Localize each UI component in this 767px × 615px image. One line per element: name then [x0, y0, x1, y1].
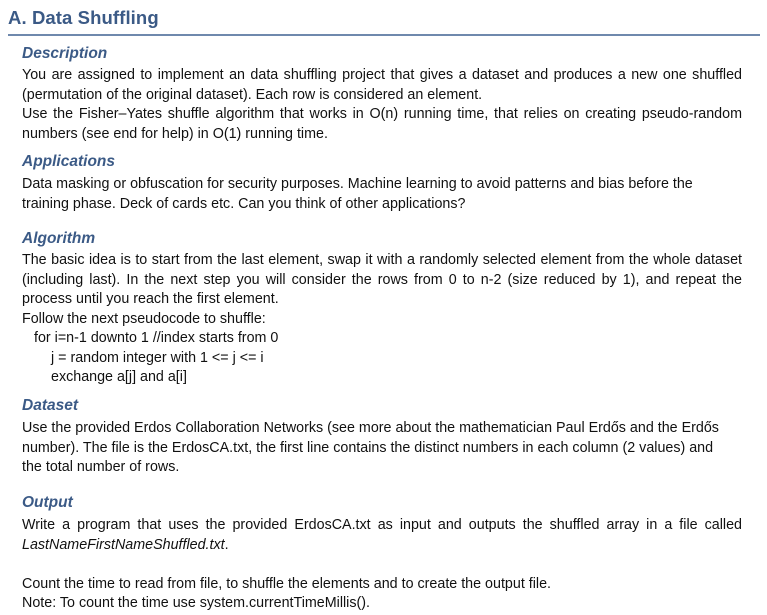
algorithm-paragraph: The basic idea is to start from the last element, swap it with a randomly selected element from the whole dataset (including last). In the next step you will consider the rows from 0 to n-2 (size reduced by 1), and repeat the process until you reach the first element.	[22, 252, 742, 307]
description-paragraph-2: Use the Fisher–Yates shuffle algorithm that works in O(n) running time, that relies on creating pseudo-random numbers (see end for help) in O(1) running time.	[22, 106, 742, 142]
output-section	[22, 516, 742, 614]
algorithm-section	[22, 251, 742, 388]
algorithm-heading: Algorithm	[22, 230, 96, 247]
pseudocode-block	[22, 329, 742, 388]
description-paragraph-1: You are assigned to implement an data shuffling project that gives a dataset and produces a new one shuffled (permutation of the original dataset). Each row is considered an element.	[22, 67, 742, 103]
pseudocode-intro: Follow the next pseudocode to shuffle:	[22, 310, 266, 327]
applications-heading: Applications	[22, 153, 116, 170]
page-title: A. Data Shuffling	[8, 7, 159, 28]
timing-note: Note: To count the time use system.currentTimeMillis().	[22, 595, 370, 611]
applications-section	[22, 175, 712, 214]
description-section	[22, 66, 742, 144]
output-heading: Output	[22, 494, 73, 511]
dataset-paragraph: Use the provided Erdos Collaboration Networks (see more about the mathematician Paul Erdős and the Erdős number). The file is the ErdosCA.txt, the first line contains the distinct numbers in each column (2 values) and the total number of rows.	[22, 420, 719, 475]
dataset-heading: Dataset	[22, 397, 78, 414]
applications-paragraph: Data masking or obfuscation for security purposes. Machine learning to avoid patterns and bias before the training phase. Deck of cards etc. Can you think of other applications?	[22, 176, 693, 212]
pseudocode-line-3: exchange a[j] and a[i]	[51, 369, 187, 385]
output-paragraph-end: .	[224, 536, 229, 553]
pseudocode-line-2: j = random integer with 1 <= j <= i	[51, 349, 264, 366]
output-paragraph	[22, 516, 742, 555]
title-divider	[8, 34, 760, 36]
spacer	[22, 555, 742, 575]
pseudocode-line-1: for i=n-1 downto 1 //index starts from 0	[34, 330, 279, 346]
output-paragraph-text: Write a program that uses the provided ErdosCA.txt as input and outputs the shuffled array in a file called	[22, 517, 742, 533]
description-heading: Description	[22, 45, 108, 62]
dataset-section	[22, 419, 734, 478]
output-filename: LastNameFirstNameShuffled.txt	[22, 536, 225, 553]
timing-instruction: Count the time to read from file, to shuffle the elements and to create the output file.	[22, 575, 552, 592]
